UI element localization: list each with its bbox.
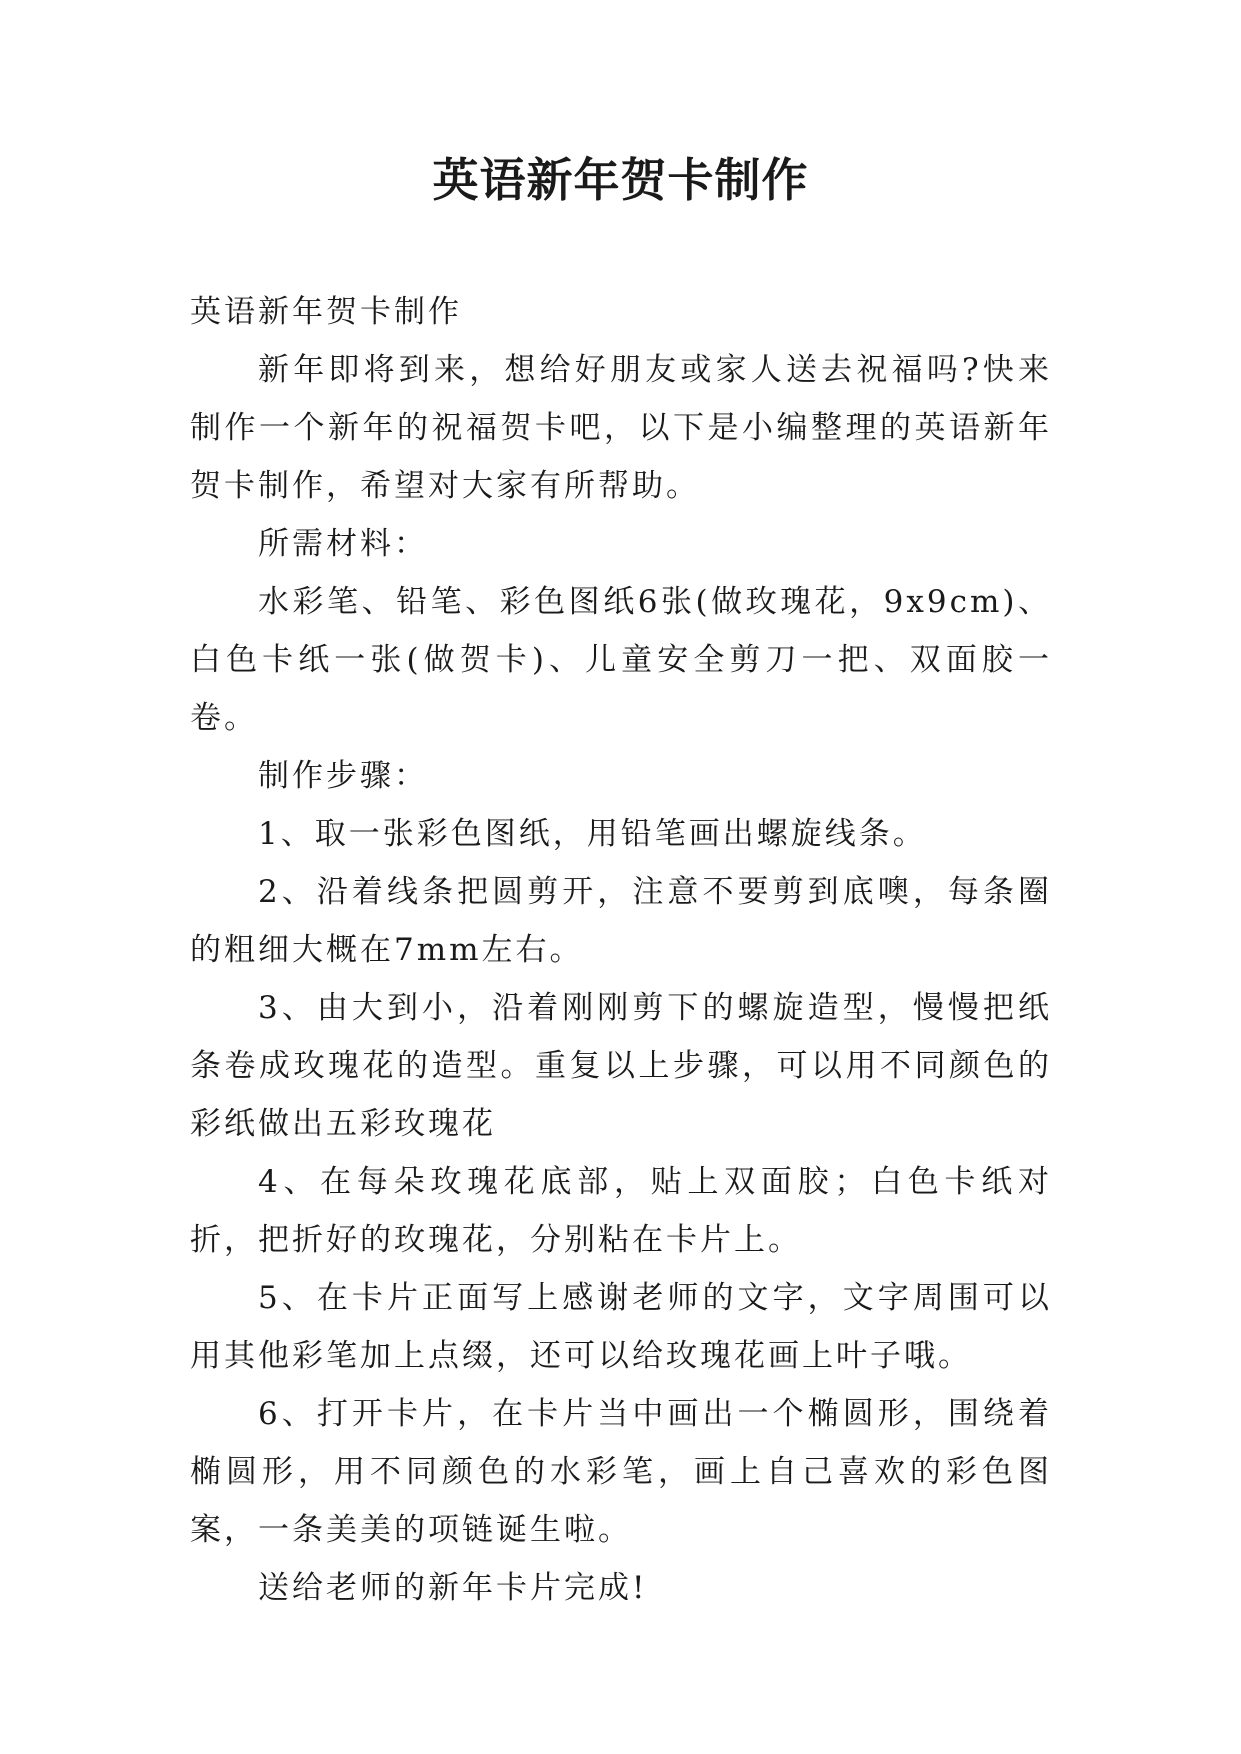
document-body [190, 283, 1052, 1617]
materials-heading: 所需材料： [258, 526, 428, 562]
page-title: 英语新年贺卡制作 [432, 153, 809, 207]
step-paragraph: 5、在卡片正面写上感谢老师的文字，文字周围可以用其他彩笔加上点缀，还可以给玫瑰花画上叶子哦。 [190, 1280, 1052, 1374]
intro-paragraph: 新年即将到来，想给好朋友或家人送去祝福吗?快来制作一个新年的祝福贺卡吧，以下是小编整理的英语新年贺卡制作，希望对大家有所帮助。 [190, 352, 1052, 504]
materials-paragraph: 水彩笔、铅笔、彩色图纸6张(做玫瑰花，9x9cm)、白色卡纸一张(做贺卡)、儿童安全剪刀一把、双面胶一卷。 [190, 584, 1052, 736]
step-paragraph: 1、取一张彩色图纸，用铅笔画出螺旋线条。 [258, 816, 927, 852]
step-paragraph: 2、沿着线条把圆剪开，注意不要剪到底噢，每条圈的粗细大概在7mm左右。 [190, 874, 1052, 968]
step-paragraph: 6、打开卡片，在卡片当中画出一个椭圆形，围绕着椭圆形，用不同颜色的水彩笔，画上自己喜欢的彩色图案，一条美美的项链诞生啦。 [190, 1396, 1052, 1548]
steps-heading: 制作步骤： [258, 758, 428, 794]
subtitle-paragraph: 英语新年贺卡制作 [190, 294, 462, 330]
step-paragraph: 3、由大到小，沿着刚刚剪下的螺旋造型，慢慢把纸条卷成玫瑰花的造型。重复以上步骤，可以用不同颜色的彩纸做出五彩玫瑰花 [190, 990, 1052, 1142]
step-paragraph: 4、在每朵玫瑰花底部，贴上双面胶；白色卡纸对折，把折好的玫瑰花，分别粘在卡片上。 [190, 1164, 1052, 1258]
closing-paragraph: 送给老师的新年卡片完成! [258, 1570, 648, 1606]
